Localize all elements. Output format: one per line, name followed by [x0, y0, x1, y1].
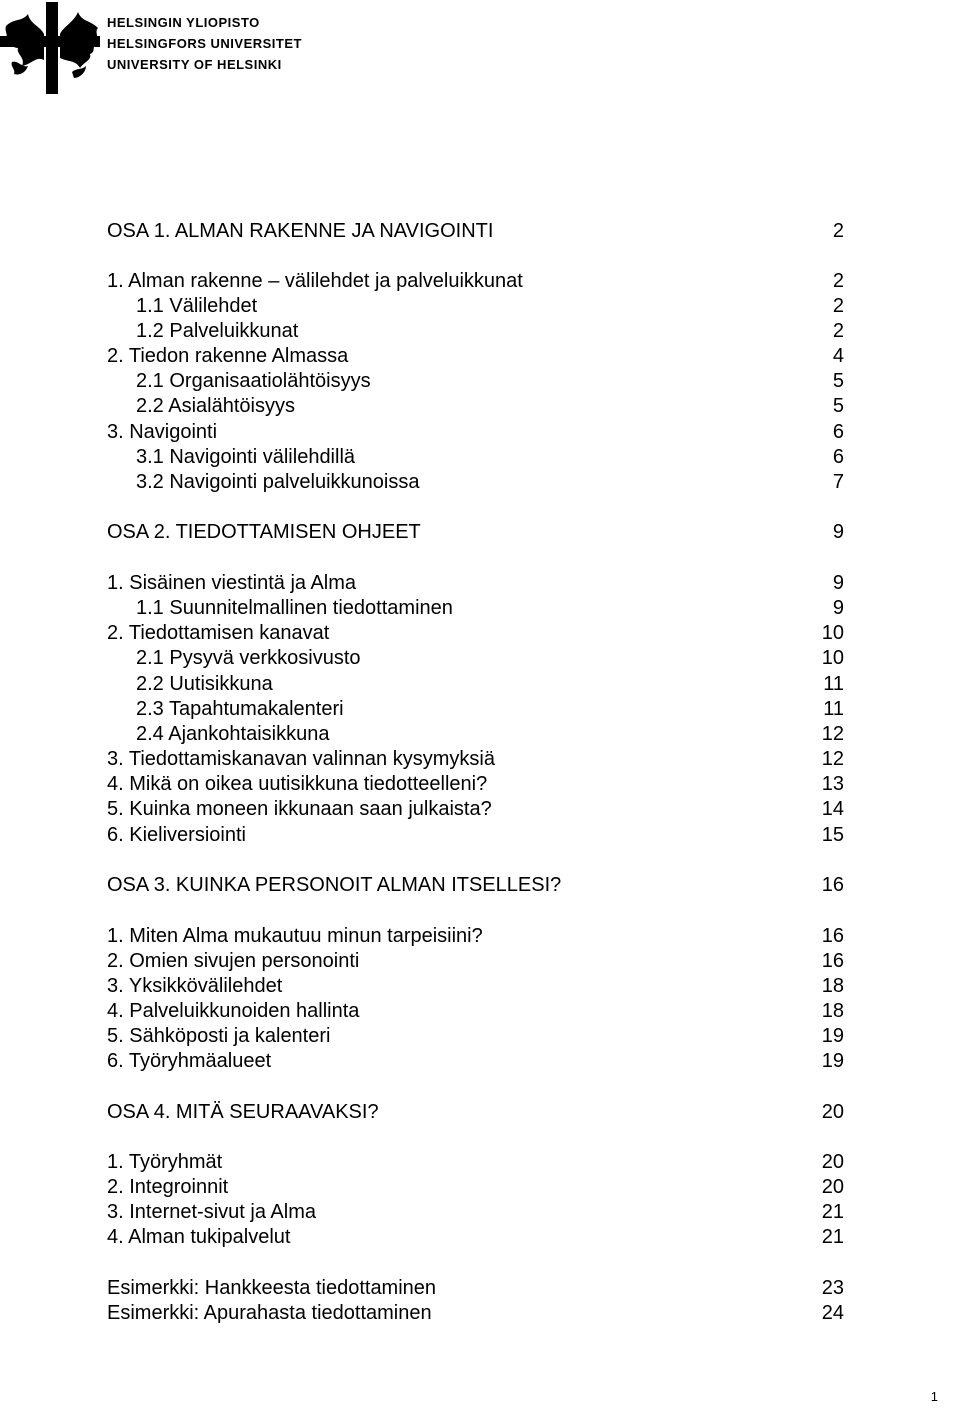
- toc-entry-label: OSA 2. TIEDOTTAMISEN OHJEET: [107, 521, 421, 543]
- toc-entry-label: 2. Tiedottamisen kanavat: [107, 622, 330, 644]
- toc-entry-page: 18: [821, 975, 844, 997]
- toc-entry-label: 4. Palveluikkunoiden hallinta: [107, 1000, 360, 1022]
- toc-entry-label: 1.1 Välilehdet: [136, 295, 258, 317]
- toc-entry: [0, 294, 960, 319]
- toc-entry-page: 13: [821, 773, 844, 795]
- toc-entry: [0, 1175, 960, 1200]
- toc-entry: [0, 520, 960, 545]
- toc-entry-page: 21: [821, 1226, 844, 1248]
- toc-entry: [0, 974, 960, 999]
- toc-entry-page: 19: [821, 1025, 844, 1047]
- toc-entry: [0, 219, 960, 244]
- toc-entry: [0, 949, 960, 974]
- toc-entry: [0, 797, 960, 822]
- toc-entry: [0, 823, 960, 848]
- toc-entry: [0, 470, 960, 495]
- toc-entry-page: 20: [821, 1151, 844, 1173]
- toc-entry-label: 3.1 Navigointi välilehdillä: [136, 446, 356, 468]
- toc-entry-page: 24: [821, 1302, 844, 1324]
- university-name-line-2: HELSINGFORS UNIVERSITET: [107, 36, 302, 51]
- toc-entry-page: 2: [832, 295, 844, 317]
- toc-entry-page: 16: [821, 950, 844, 972]
- toc-entry: [0, 571, 960, 596]
- university-name-line-1: HELSINGIN YLIOPISTO: [107, 15, 260, 30]
- toc-entry-label: 1. Alman rakenne – välilehdet ja palveluikkunat: [107, 270, 523, 292]
- toc-entry-label: 3. Internet-sivut ja Alma: [107, 1201, 316, 1223]
- toc-entry: [0, 1049, 960, 1074]
- toc-entry: [0, 1225, 960, 1250]
- toc-entry: [0, 1200, 960, 1225]
- toc-entry-label: 2.1 Pysyvä verkkosivusto: [136, 647, 361, 669]
- toc-entry: [0, 1100, 960, 1125]
- toc-entry-label: Esimerkki: Apurahasta tiedottaminen: [107, 1302, 432, 1324]
- toc-entry-page: 12: [821, 723, 844, 745]
- toc-entry-label: 6. Työryhmäalueet: [107, 1050, 272, 1072]
- toc-entry-page: 9: [832, 572, 844, 594]
- toc-entry-page: 19: [821, 1050, 844, 1072]
- toc-entry-label: 4. Alman tukipalvelut: [107, 1226, 291, 1248]
- toc-entry-label: OSA 4. MITÄ SEURAAVAKSI?: [107, 1101, 379, 1123]
- toc-entry: [0, 445, 960, 470]
- toc-entry-page: 2: [832, 320, 844, 342]
- toc-entry-page: 6: [832, 421, 844, 443]
- toc-entry-page: 12: [821, 748, 844, 770]
- toc-entry-label: 2. Tiedon rakenne Almassa: [107, 345, 349, 367]
- toc-entry-label: 1. Työryhmät: [107, 1151, 223, 1173]
- toc-entry: [0, 873, 960, 898]
- toc-entry-page: 2: [832, 270, 844, 292]
- toc-entry: [0, 772, 960, 797]
- toc-entry-page: 16: [821, 874, 844, 896]
- toc-entry: [0, 319, 960, 344]
- toc-entry-page: 15: [821, 824, 844, 846]
- toc-entry-page: 6: [832, 446, 844, 468]
- toc-entry-label: OSA 3. KUINKA PERSONOIT ALMAN ITSELLESI?: [107, 874, 562, 896]
- toc-entry-label: 3. Yksikkövälilehdet: [107, 975, 283, 997]
- toc-entry-label: 5. Kuinka moneen ikkunaan saan julkaista?: [107, 798, 492, 820]
- toc-entry-page: 11: [823, 673, 844, 695]
- toc-entry-page: 7: [832, 471, 844, 493]
- toc-entry-label: 4. Mikä on oikea uutisikkuna tiedotteelleni?: [107, 773, 488, 795]
- toc-entry-label: 1. Miten Alma mukautuu minun tarpeisiini?: [107, 925, 483, 947]
- toc-entry: [0, 697, 960, 722]
- toc-entry-label: 1. Sisäinen viestintä ja Alma: [107, 572, 357, 594]
- toc-entry-label: 6. Kieliversiointi: [107, 824, 246, 846]
- toc-entry-page: 5: [832, 395, 844, 417]
- toc-entry: [0, 344, 960, 369]
- toc-entry: [0, 369, 960, 394]
- toc-entry-page: 10: [821, 647, 844, 669]
- toc-entry-label: OSA 1. ALMAN RAKENNE JA NAVIGOINTI: [107, 220, 494, 242]
- toc-entry: [0, 596, 960, 621]
- toc-entry-page: 4: [832, 345, 844, 367]
- toc-entry-label: 1.1 Suunnitelmallinen tiedottaminen: [136, 597, 453, 619]
- toc-entry: [0, 269, 960, 294]
- toc-entry: [0, 924, 960, 949]
- toc-entry-label: 2.4 Ajankohtaisikkuna: [136, 723, 330, 745]
- toc-entry-label: 5. Sähköposti ja kalenteri: [107, 1025, 331, 1047]
- toc-entry-label: 2. Integroinnit: [107, 1176, 229, 1198]
- page-number: 1: [930, 1389, 938, 1404]
- toc-entry: [0, 1276, 960, 1301]
- toc-entry-label: 1.2 Palveluikkunat: [136, 320, 299, 342]
- toc-entry-page: 2: [832, 220, 844, 242]
- toc-entry-page: 23: [821, 1277, 844, 1299]
- toc-entry-page: 9: [832, 597, 844, 619]
- toc-entry-page: 21: [821, 1201, 844, 1223]
- toc-entry-page: 10: [821, 622, 844, 644]
- toc-entry: [0, 1024, 960, 1049]
- toc-entry-label: 2.3 Tapahtumakalenteri: [136, 698, 344, 720]
- toc-entry: [0, 1301, 960, 1326]
- university-name-line-3: UNIVERSITY OF HELSINKI: [107, 57, 282, 72]
- toc-entry-label: Esimerkki: Hankkeesta tiedottaminen: [107, 1277, 437, 1299]
- toc-entry: [0, 747, 960, 772]
- toc-entry: [0, 999, 960, 1024]
- toc-entry: [0, 394, 960, 419]
- toc-entry-label: 3.2 Navigointi palveluikkunoissa: [136, 471, 420, 493]
- toc-entry-label: 2.2 Asialähtöisyys: [136, 395, 295, 417]
- toc-entry: [0, 621, 960, 646]
- toc-entry-label: 2.2 Uutisikkuna: [136, 673, 273, 695]
- toc-entry-page: 9: [832, 521, 844, 543]
- toc-entry-page: 11: [823, 698, 844, 720]
- toc-entry: [0, 1150, 960, 1175]
- toc-entry-page: 20: [821, 1101, 844, 1123]
- toc-entry-page: 5: [832, 370, 844, 392]
- toc-entry-page: 20: [821, 1176, 844, 1198]
- toc-entry: [0, 420, 960, 445]
- toc-entry-label: 2. Omien sivujen personointi: [107, 950, 360, 972]
- toc-entry-page: 14: [821, 798, 844, 820]
- toc-entry-label: 3. Navigointi: [107, 421, 218, 443]
- toc-entry: [0, 646, 960, 671]
- toc-entry-page: 18: [821, 1000, 844, 1022]
- toc-entry-page: 16: [821, 925, 844, 947]
- toc-entry: [0, 672, 960, 697]
- toc-entry: [0, 722, 960, 747]
- toc-entry-label: 2.1 Organisaatiolähtöisyys: [136, 370, 371, 392]
- toc-entry-label: 3. Tiedottamiskanavan valinnan kysymyksiä: [107, 748, 495, 770]
